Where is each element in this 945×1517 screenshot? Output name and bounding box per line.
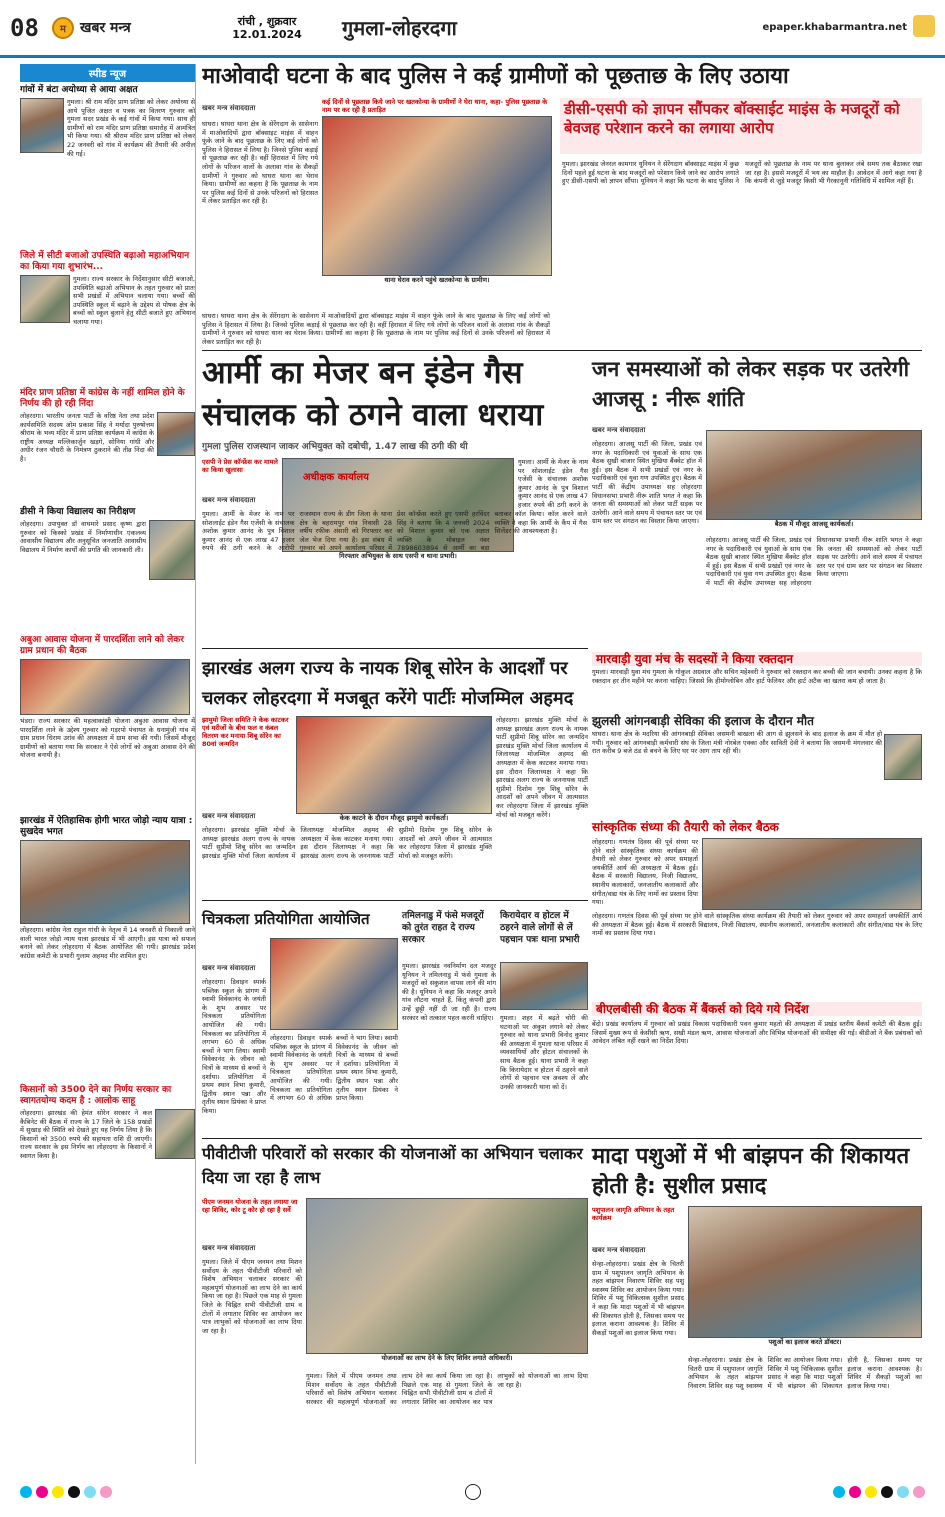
left-item xyxy=(20,251,195,385)
portrait-photo xyxy=(157,412,195,456)
story-body-cont: गुमला। आर्मी के मेजर के नाम पर सोशलाईट इंडेन गैस एजेंसी के संचालक अशोक कुमार आनंद के पुत्र विशाल कुमार आनंद से एक लाख 47 हजार रुपये की ठगी करने के xyxy=(518,458,588,508)
pointer-hand-icon xyxy=(913,15,935,37)
left-item-head: झारखंड में ऐतिहासिक होगी भारत जोड़ो न्याय यात्रा : सुखदेव भगत xyxy=(20,816,193,837)
photo-top-caption: कई दिनों से पूछताछ किये जाने पर खतकोन्या के ग्रामीणों ने घेरा थाना, कहा- पुलिस पूछताछ के नाम पर कर रही है प्रताड़ित xyxy=(322,98,552,114)
side-note: पीएम जनमन योजना के तहत लगाया जा रहा शिविर, कोर टू कोर हो रहा है सर्वे xyxy=(202,1198,298,1214)
left-item-body: लोहरदगा। उपायुक्त डॉ वाघमारे प्रसाद कृष्ण द्वारा गुरुवार को किस्को प्रखंड में निर्माणाधीन एकलव्य आवासीय विद्यालय और अनुसूचित जनजाति आवासीय विद्यालय में निर्माण कार्यों की प्रगति की जानकारी ली। xyxy=(20,520,146,554)
black-dot xyxy=(68,1486,80,1498)
meeting-photo xyxy=(702,838,922,910)
byline: खबर मन्त्र संवाददाता xyxy=(202,812,256,820)
headline-animals: मादा पशुओं में भी बांझपन की शिकायत होती है: सुशील प्रसाद xyxy=(592,1144,910,1199)
masthead xyxy=(0,0,945,58)
photo-block xyxy=(306,1198,588,1368)
story-body: लोहरदगा। डिवाइन स्पार्क पब्लिक स्कूल के प्रांगण में स्वामी विवेकानंद के जयंती के शुभ अवसर पर चित्रकला प्रतियोगिता आयोजित की गयी। चित्रकला का प्रतियोगिता में लगभग 60 से अधिक बच्चों ने भाग लिया। स्वामी विवेकानंद के जीवन को चित्रों के माध्यम से बच्चों ने दर्शाया। प्रतियोगिता में प्रथम स्थान विभा कुमारी, द्वितीय स्थान पन्ना और तृतीय स्थान प्रियंका ने प्राप्त किया। xyxy=(202,978,266,1115)
news-photo xyxy=(20,840,190,924)
left-item-body: लोहरदगा। झारखंड की हेमंत सोरेन सरकार ने कल कैबिनेट की बैठक में राज्य के 17 जिले के 158 प्रखंडों में सुखाड़ की स्थिति को देखते हुए यह निर्णय लिया है कि किसानों को 3500 रुपये की सहायता राशि दी जाएगी। राज्य सरकार के इस निर्णय का लोहरदगा के किसानों ने स्वागत किया है। xyxy=(20,1109,152,1160)
epaper-url[interactable]: epaper.khabarmantra.net xyxy=(762,22,907,33)
story-body: बेंदो। प्रखंड कार्यालय में गुरुवार को प्रखंड विकास पदाधिकारी पवन कुमार महतो की अध्यक्षता में प्रखंड स्तरीय बैंकर्स कमेटी की बैठक हुई। जिसमें मुख्य रूप से केसीसी ऋण, सखी मंडल ऋण, आवास योजनाओं और विभिन्न योजनाओं की समीक्षा की गई। बीडीओ ने बैंक प्रबंधकों को आवेदन लंबित नहीं रखने का निर्देश दिया। xyxy=(592,1020,922,1046)
news-photo xyxy=(149,520,195,580)
story-body-cont: लोहरदगा। आजसू पार्टी की जिला, प्रखंड एवं नगर के पदाधिकारी एवं युवाओं के साथ एक बैठक सुखी बाजार स्थित मुखिया बैंक्वेट हॉल में हुई। इस बैठक में सभी प्रखंडों एवं नगर के पदाधिकारी एवं युवा गण उपस्थित हुए। बैठक में पार्टी की केंद्रीय उपाध्यक्ष सह लोहरदगा विधानसभा प्रभारी नीरू शांति भगत ने कहा कि जनता की समस्याओं को लेकर पार्टी सड़क पर उतरेगी। आने वाले समय में पंचायत स्तर पर एवं ग्राम स्तर पर संगठन का विस्तार किया जाएगा। xyxy=(706,536,922,587)
brand-logo-icon: म xyxy=(52,17,74,39)
left-item-head: अबुआ आवास योजना में पारदर्शिता लाने को लेकर ग्राम प्रधान की बैठक xyxy=(20,635,184,656)
light-magenta-dot xyxy=(100,1486,112,1498)
left-item-head: डीसी ने किया विद्यालय का निरीक्षण xyxy=(20,507,136,517)
gherao-photo xyxy=(322,116,552,276)
left-item xyxy=(20,85,195,248)
magenta-dot xyxy=(36,1486,48,1498)
brand xyxy=(52,17,202,39)
left-item-head: जिले में सीटी बजाओ उपस्थिति बढ़ाओ महाअभियान का किया गया शुभारंभ... xyxy=(20,251,190,272)
brand-name: खबर मन्त्र xyxy=(80,20,131,36)
story-body-cont: गुमला। जिले में पीएम जनमन तथा मिशन सर्वोदय के तहत पीवीटीजी परिवारों को विशेष अभियान चलाकर सरकार की महत्वपूर्ण योजनाओं का लाभ देने का कार्य किया जा रहा है। पिछले एक माह से गुमला जिले के चिह्नित सभी पीवीटीजी ग्राम व टोलों में लगातार शिविर का आयोजन कर पात्र लाभुकों को योजनाओं का लाभ दिया जा रहा है। xyxy=(306,1372,588,1406)
date: 12.01.2024 xyxy=(232,27,302,41)
news-photo xyxy=(20,275,70,323)
byline: खबर मन्त्र संवाददाता xyxy=(592,1246,646,1254)
color-dots-right xyxy=(833,1486,925,1498)
portrait-photo xyxy=(884,734,922,780)
camp-photo xyxy=(306,1198,588,1354)
headline-ajsu: जन समस्याओं को लेकर सड़क पर उतरेगी आजसू : नीरू शांति xyxy=(592,357,910,411)
story-body: लोहरदगा। झारखंड मुक्ति मोर्चा के अध्यक्ष झारखंड अलग राज्य के नायक पार्टी सुप्रीमो शिबू सोरेन का जन्मदिन झारखंड मुक्ति मोर्चा जिला कार्यालय में जिलाध्यक्ष मोजम्मिल अहमद की अध्यक्षता में केक काटकर मनाया गया। इस दौरान जिलाध्यक्ष ने कहा कि झारखंड अलग राज्य के जननायक पार्टी सुप्रीमो दिशोम गुरु शिबू सोरेन के आदर्शों को अपने जीवन में आत्मसात कर लोहरदगा जिला में झारखंड मुक्ति मोर्चा को मजबूत करेंगे। xyxy=(202,826,492,860)
photo-caption: केक काटने के दौरान मौजूद झामुमो कार्यकर्ता। xyxy=(296,814,492,822)
story-body: गुमला। मारवाड़ी युवा मंच गुमला के गोकुल अग्रवाल और सचिन महेश्वरी ने गुरुवार को रक्तदान कर बच्ची की जान बचायी। उनका कहना है कि रक्तदान हर तीन महीने पर करना चाहिए। जिससे कि हीमोग्लोबिन और हार्ट फेलियर और हार्ट अटैक का खतरा कम हो जाता है। xyxy=(592,668,922,685)
story-body-cont: घाघरा। घाघरा थाना क्षेत्र के सेरेंगदाग के सासेनाग में माओवादियों द्वारा बॉक्साइट माइंस में वाहन फूंके जाने के बाद पूछताछ के लिए कई लोगों को पुलिस ने हिरासत में लिया है। जिनसे पुलिस कड़ाई से पूछताछ कर रही है। वहीं हिरासत में लिए गये लोगों के परिजन वालों के अलावा गांव के सैकड़ों ग्रामीणों ने गुरुवार को घाघरा थाना का घेराव किया। ग्रामीणों का कहना है कि पूछताछ के नाम पर पुलिस कई दिनों से उनके परिजनों को हिरासत में लेकर प्रताड़ित कर रही है। xyxy=(202,312,550,346)
photo-block xyxy=(322,98,552,308)
photo-caption: पशुओं का इलाज करते डॉक्टर। xyxy=(688,1338,922,1346)
left-item-body: गुमला। राज्य सरकार के निर्देशानुसार सीटी बजाओ, उपस्थिति बढ़ाओ अभियान के तहत गुरुवार को प्रातः सभी प्रखंडों में अभियान चलाया गया। बच्चों की उपस्थिति स्कूल में बढ़ाने के उद्देश्य से पोषक क्षेत्र के बच्चों को स्कूल बुलाने हेतु सीटी बजाते हुए अभियान चलाया गया। xyxy=(73,275,195,326)
story-body: घाघरा। घाघरा थाना क्षेत्र के सेरेंगदाग के सासेनाग में माओवादियों द्वारा बॉक्साइट माइंस में वाहन फूंके जाने के बाद पूछताछ के लिए कई लोगों को पुलिस ने हिरासत में लिया है। जिनसे पुलिस कड़ाई से पूछताछ कर रही है। वहीं हिरासत में लिए गये लोगों के परिजन वालों के अलावा गांव के सैकड़ों ग्रामीणों ने गुरुवार को घाघरा थाना का घेराव किया। ग्रामीणों का कहना है कि पूछताछ के नाम पर पुलिस कई दिनों से उनके परिजनों को हिरासत में लेकर प्रताड़ित कर रही है। xyxy=(202,120,318,206)
headline-painting: चित्रकला प्रतियोगिता आयोजित xyxy=(202,910,370,928)
divider xyxy=(202,900,588,901)
left-item-body: भंडरा। राज्य सरकार की महत्वाकांक्षी योजना अबुआ आवास योजना में पारदर्शिता लाने के उद्देश्य गुरुवार को गड़रपो पंचायत के धनामुंजी गांव में ग्राम प्रधान धिराम उरांव की अध्यक्षता में ग्राम सभा की गयी। जिसमें मौजूद ग्रामीणों को बताया गया कि सरकार ने ऐसे लोगों को अबुआ आवास देने की योजना बनायी है। xyxy=(20,717,195,760)
meeting-photo xyxy=(706,430,922,520)
headline-army-major: आर्मी का मेजर बन इंडेन गैस संचालक को ठगने वाला धराया xyxy=(202,355,544,433)
story-body: गुमला। झारखंड नवनिर्माण दल मजदूर यूनियन ने तमिलनाडु में फंसे गुमला के मजदूरों को सकुशल वापस लाने की मांग की है। यूनियन ने कहा कि मजदूर अपने गांव लौटना चाहते हैं, किंतु कंपनी द्वारा उन्हें छुट्टी नहीं दी जा रही है। राज्य सरकार को तत्काल पहल करनी चाहिए। xyxy=(402,962,496,1022)
headline-blood-donation: मारवाड़ी युवा मंच के सदस्यों ने किया रक्तदान xyxy=(592,652,922,666)
section-title: गुमला-लोहरदगा xyxy=(332,14,532,41)
photo-caption: थाना घेराव करने पहुंचे खतकोन्या के ग्रामीण। xyxy=(322,276,552,284)
side-note: पशुपालन जागृति अभियान के तहत कार्यक्रम xyxy=(592,1206,675,1222)
place: रांची , शुक्रवार xyxy=(237,14,297,28)
photo-block xyxy=(296,716,492,828)
story-body: सेन्हा-लोहरदगा। प्रखंड क्षेत्र के चितरी ग्राम में पशुपालन जागृति अभियान के तहत बांझपन निवारण शिविर सह पशु स्वास्थ्य शिविर का आयोजन किया गया। शिविर में पशु चिकित्सक सुशील प्रसाद ने कहा कि मादा पशुओं में भी बांझपन की शिकायत होती है, जिसका समय पर इलाज कराना आवश्यक है। शिविर में सैकड़ों पशुओं का इलाज किया गया। xyxy=(592,1260,684,1337)
police-meeting-photo xyxy=(500,962,588,1010)
black-dot xyxy=(881,1486,893,1498)
subhead: गुमला पुलिस राजस्थान जाकर अभियुक्त को दबोची, 1.47 लाख की ठगी की थी xyxy=(202,442,468,452)
left-item-head: मंदिर प्राण प्रतिष्ठा में कांग्रेस के नहीं शामिल होने के निर्णय की हो रही निंदा xyxy=(20,388,185,409)
dateline xyxy=(202,15,332,41)
byline: खबर मन्त्र संवाददाता xyxy=(202,964,256,972)
light-cyan-dot xyxy=(84,1486,96,1498)
headline-blbc: बीएलबीसी की बैठक में बैंकर्स को दिये गये निर्देश xyxy=(592,1002,922,1016)
side-note: एसपी ने प्रेस कॉन्फ्रेंस कर मामले का किया खुलासा xyxy=(202,458,278,474)
headline-pvtg: पीवीटीजी परिवारों को सरकार की योजनाओं का अभियान चलाकर दिया जा रहा है लाभ xyxy=(202,1144,583,1187)
divider xyxy=(202,350,922,351)
cattle-photo xyxy=(688,1206,922,1338)
headline-jmm: झारखंड अलग राज्य के नायक शिबू सोरेन के आदर्शों पर चलकर लोहरदगा में मजबूत करेंगे पार्टीः मोजम्मिल अहमद xyxy=(202,658,574,709)
byline: खबर मन्त्र संवाददाता xyxy=(202,1244,256,1252)
photo-block xyxy=(688,1206,922,1352)
speed-news-tag: स्पीड न्यूज xyxy=(20,64,195,82)
story-body: गुमला। झारखंड जेनरल कामगार यूनियन ने सेरेंगदाग बॉक्साइट माइंस में कुछ दिनों पहले हुई घटना के बाद मजदूरों को परेशान किये जाने का आरोप लगाते हुए डीसी-एसपी को ज्ञापन सौंपा। यूनियन ने कहा कि घटना के बाद पुलिस ने मजदूरों को पूछताछ के नाम पर थाना बुलाकर लंबे समय तक बैठाकर रखा जा रहा है। इससे मजदूरों में भय का माहौल है। आवेदन में आगे कहा गया है कि कंपनी से जुड़े मजदूर किसी भी गैरकानूनी गतिविधि में शामिल नहीं हैं। xyxy=(562,160,922,186)
cake-photo xyxy=(296,716,492,814)
left-item xyxy=(20,816,195,1082)
yellow-dot xyxy=(865,1486,877,1498)
print-marks xyxy=(20,1476,925,1508)
byline: खबर मन्त्र संवाददाता xyxy=(202,104,256,112)
headline-cultural: सांस्कृतिक संध्या की तैयारी को लेकर बैठक xyxy=(592,820,779,834)
color-dots-left xyxy=(20,1486,112,1498)
photo-caption: गिरफ्तार अभियुक्त के साथ एसपी व थाना प्रभारी। xyxy=(282,552,514,560)
magenta-dot xyxy=(849,1486,861,1498)
story-body-cont: लोहरदगा। डिवाइन स्पार्क पब्लिक स्कूल के प्रांगण में स्वामी विवेकानंद के जयंती के शुभ अवसर पर चित्रकला प्रतियोगिता आयोजित की गयी। चित्रकला का प्रतियोगिता में लगभग 60 से अधिक बच्चों ने भाग लिया। स्वामी विवेकानंद के जीवन को चित्रों के माध्यम से बच्चों ने दर्शाया। प्रतियोगिता में प्रथम स्थान विभा कुमारी, द्वितीय स्थान पन्ना और तृतीय स्थान प्रियंका ने प्राप्त किया। xyxy=(270,1034,398,1103)
portrait-photo xyxy=(155,1109,195,1159)
yellow-dot xyxy=(52,1486,64,1498)
light-cyan-dot xyxy=(897,1486,909,1498)
left-item-head: किसानों को 3500 देने का निर्णय सरकार का स्वागतयोग्य कदम है : आलोक साहू xyxy=(20,1085,172,1106)
left-item xyxy=(20,388,195,504)
story-body-cont: लोहरदगा। झारखंड मुक्ति मोर्चा के अध्यक्ष झारखंड अलग राज्य के नायक पार्टी सुप्रीमो शिबू सोरेन का जन्मदिन झारखंड मुक्ति मोर्चा जिला कार्यालय में जिलाध्यक्ष मोजम्मिल अहमद की अध्यक्षता में केक काटकर मनाया गया। इस दौरान जिलाध्यक्ष ने कहा कि झारखंड अलग राज्य के जननायक पार्टी सुप्रीमो दिशोम गुरु शिबू सोरेन के आदर्शों को अपने जीवन में आत्मसात कर लोहरदगा जिला में झारखंड मुक्ति मोर्चा को मजबूत करेंगे। xyxy=(496,716,588,819)
photo-caption: योजनाओं का लाभ देने के लिए शिविर लगाते अधिकारी। xyxy=(306,1354,588,1362)
story-body: गुमला। जिले में पीएम जनमन तथा मिशन सर्वोदय के तहत पीवीटीजी परिवारों को विशेष अभियान चलाकर सरकार की महत्वपूर्ण योजनाओं का लाभ देने का कार्य किया जा रहा है। पिछले एक माह से गुमला जिले के चिह्नित सभी पीवीटीजी ग्राम व टोलों में लगातार शिविर का आयोजन कर पात्र लाभुकों को योजनाओं का लाभ दिया जा रहा है। xyxy=(202,1258,302,1335)
left-item-body: लोहरदगा। भारतीय जनता पार्टी के वरिष्ठ नेता तथा प्रदेश कार्यसमिति सदस्य ओम प्रकाश सिंह ने मर्यादा पुरुषोत्तम श्रीराम के भव्य मंदिर में प्राण प्रतिष्ठा कार्यक्रम में कांग्रेस के राष्ट्रीय अध्यक्ष मल्लिकार्जुन खड़गे, सोनिया गांधी और अधीर रंजन चौधरी के निमंत्रण ठुकराने की तीव्र निंदा की है। xyxy=(20,412,154,463)
left-item xyxy=(20,507,195,632)
story-body: लोहरदगा। आजसू पार्टी की जिला, प्रखंड एवं नगर के पदाधिकारी एवं युवाओं के साथ एक बैठक सुखी बाजार स्थित मुखिया बैंक्वेट हॉल में हुई। इस बैठक में सभी प्रखंडों एवं नगर के पदाधिकारी एवं युवा गण उपस्थित हुए। बैठक में पार्टी की केंद्रीय उपाध्यक्ष सह लोहरदगा विधानसभा प्रभारी नीरू शांति भगत ने कहा कि जनता की समस्याओं को लेकर पार्टी सड़क पर उतरेगी। आने वाले समय में पंचायत स्तर पर एवं ग्राम स्तर पर संगठन का विस्तार किया जाएगा। xyxy=(592,440,702,526)
cyan-dot xyxy=(20,1486,32,1498)
headline-anganwadi: झुलसी आंगनबाड़ी सेविका की इलाज के दौरान मौत xyxy=(592,714,814,728)
side-note: झामुमो जिला समिति ने केक काटकर एवं मरीजों के बीच फल व कंबल वितरण कर मनाया शिबू सोरेन का 80वां जन्मदिन xyxy=(202,716,289,748)
photo-banner-text: अधीक्षक कार्यालय xyxy=(303,472,369,483)
cyan-dot xyxy=(833,1486,845,1498)
left-item-body: लोहरदगा। कांग्रेस नेता राहुल गांधी के नेतृत्व में 14 जनवरी से निकाली जाने वाली भारत जोड़ो न्याय यात्रा झारखंड में भी आएगी। इस यात्रा को सफल बनाने को लेकर लोहरदगा में बैठक आयोजित की गयी। झारखंड प्रदेश कांग्रेस कमेटी के प्रभारी गुलाम अहमद मीर शामिल हुए। xyxy=(20,926,195,960)
divider xyxy=(202,1138,922,1139)
story-body-cont: सेन्हा-लोहरदगा। प्रखंड क्षेत्र के चितरी ग्राम में पशुपालन जागृति अभियान के तहत बांझपन निवारण शिविर सह पशु स्वास्थ्य शिविर का आयोजन किया गया। शिविर में पशु चिकित्सक सुशील प्रसाद ने कहा कि मादा पशुओं में भी बांझपन की शिकायत होती है, जिसका समय पर इलाज कराना आवश्यक है। शिविर में सैकड़ों पशुओं का इलाज किया गया। xyxy=(688,1356,922,1390)
news-photo xyxy=(20,659,190,715)
registration-mark-icon xyxy=(465,1484,481,1500)
painting-photo xyxy=(270,938,398,1030)
byline: खबर मन्त्र संवाददाता xyxy=(202,496,256,504)
story-body: घाघरा। थाना क्षेत्र के मदरिया की आंगनबाड़ी सेविका जसमनी बाखला की आग से झुलसने के बाद इलाज के क्रम में मौत हो गयी। गुरुवार को आंगनबाड़ी कर्मचारी संघ के जिला मंत्री नोरबेल एक्का और साविती देवी ने बताया कि जसमनी मंगलवार की रात करीब 9 बजे ठंड से बचने के लिए घर पर आग ताप रही थी। xyxy=(592,730,882,756)
story-body: गुमला। शहर में बढ़ते चोरी की घटनाओं पर अंकुश लगाने को लेकर गुरुवार को थाना प्रभारी विनोद कुमार की अध्यक्षता में गुमला थाना परिसर में व्यवसायियों और होटल संचालकों के साथ बैठक हुई। थाना प्रभारी ने कहा कि किरायेदार व होटल में ठहरने वाले लोगों से पहचान पत्र अवश्य लें और उनकी जानकारी थाना को दें। xyxy=(500,1014,588,1091)
photo-caption: बैठक में मौजूद आजसू कार्यकर्ता। xyxy=(706,520,922,528)
byline: खबर मन्त्र संवाददाता xyxy=(592,426,646,434)
story-body: लोहरदगा। गणतंत्र दिवस की पूर्व संध्या पर होने वाले सांस्कृतिक संध्या कार्यक्रम की तैयारी को लेकर गुरुवार को अपर समाहर्ता जयकीर्ति आर्य की अध्यक्षता में बैठक हुई। बैठक में सरकारी विद्यालय, निजी विद्यालय, स्थानीय कलाकारों, जनजातीय कलाकारों और संगीत/वाद्य यंत्र के लिए नामों का प्रस्ताव दिया गया। xyxy=(592,838,698,907)
headline-tamilnadu: तमिलनाडु में फंसे मजदूरों को तुरंत राहत दे राज्य सरकार xyxy=(402,911,484,945)
page-number: 08 xyxy=(10,13,39,42)
left-item-head: गांवों में बंटा अयोध्या से आया अक्षत xyxy=(20,85,138,95)
divider xyxy=(202,648,588,649)
left-item-body: गुमला। श्री राम मंदिर प्राण प्रतिष्ठा को लेकर अयोध्या से आये पूजित अक्षत व पत्रक का वितरण गुरुवार को गुमला सदर प्रखंड के कई गांवों में किया गया। साथ ही ग्रामीणों को राम मंदिर प्राण प्रतिष्ठा समारोह में आमंत्रित भी किया गया। श्री श्रीराम मंदिर प्राण प्रतिष्ठा को लेकर 22 जनवरी को गांव में कार्यक्रम की तैयारी की अपील की गई। xyxy=(67,98,195,158)
left-item xyxy=(20,635,195,813)
story-body-cont: लोहरदगा। गणतंत्र दिवस की पूर्व संध्या पर होने वाले सांस्कृतिक संध्या कार्यक्रम की तैयारी को लेकर गुरुवार को अपर समाहर्ता जयकीर्ति आर्य की अध्यक्षता में बैठक हुई। बैठक में सरकारी विद्यालय, निजी विद्यालय, स्थानीय कलाकारों, जनजातीय कलाकारों और संगीत/वाद्य यंत्र के लिए नामों का प्रस्ताव दिया गया। xyxy=(592,912,922,938)
headline-maoist: माओवादी घटना के बाद पुलिस ने कई ग्रामीणों को पूछताछ के लिए उठाया xyxy=(202,64,789,89)
news-photo xyxy=(20,98,64,153)
headline-hotel-id: किरायेदार व होटल में ठहरने वाले लोगों से लें पहचान पत्रः थाना प्रभारी xyxy=(500,911,580,945)
left-item xyxy=(20,1085,195,1219)
photo-block xyxy=(706,430,922,532)
story-body: गुमला। आर्मी के मेजर के नाम पर सोशलाईट इंडेन गैस एजेंसी के संचालक अशोक कुमार आनंद के पुत्र विशाल कुमार आनंद से एक लाख 47 हजार रुपये की ठगी करने के आरोपी राजस्थान राज्य के डीग जिला के थाना क्षेत्र के बहरामपुर गांव निवासी 28 वर्षीय रफीक अंसारी को गिरफ्तार कर जेल भेज दिया गया है। इस संबंध में गुरुवार को अपने कार्यालय परिसर में प्रेस कॉन्फ्रेंस करते हुए एसपी हरविंदर सिंह ने बताया कि 4 जनवरी 2024 को विशाल कुमार को एक अज्ञात व्यक्ति के मोबाइल नंबर 7898603894 से आर्मी का बड़ा बताकर कॉल किया। कॉल करने वाले व्यक्ति ने कहा कि आर्मी के कैंप में गैस सिलेंडर की आवश्यकता है। xyxy=(202,510,587,553)
light-magenta-dot xyxy=(913,1486,925,1498)
headline-dc-sp: डीसी-एसपी को ज्ञापन सौंपकर बॉक्साईट माइंस के मजदूरों को बेवजह परेशान करने का लगाया आरोप xyxy=(560,98,922,154)
speed-news-column xyxy=(20,64,196,1464)
